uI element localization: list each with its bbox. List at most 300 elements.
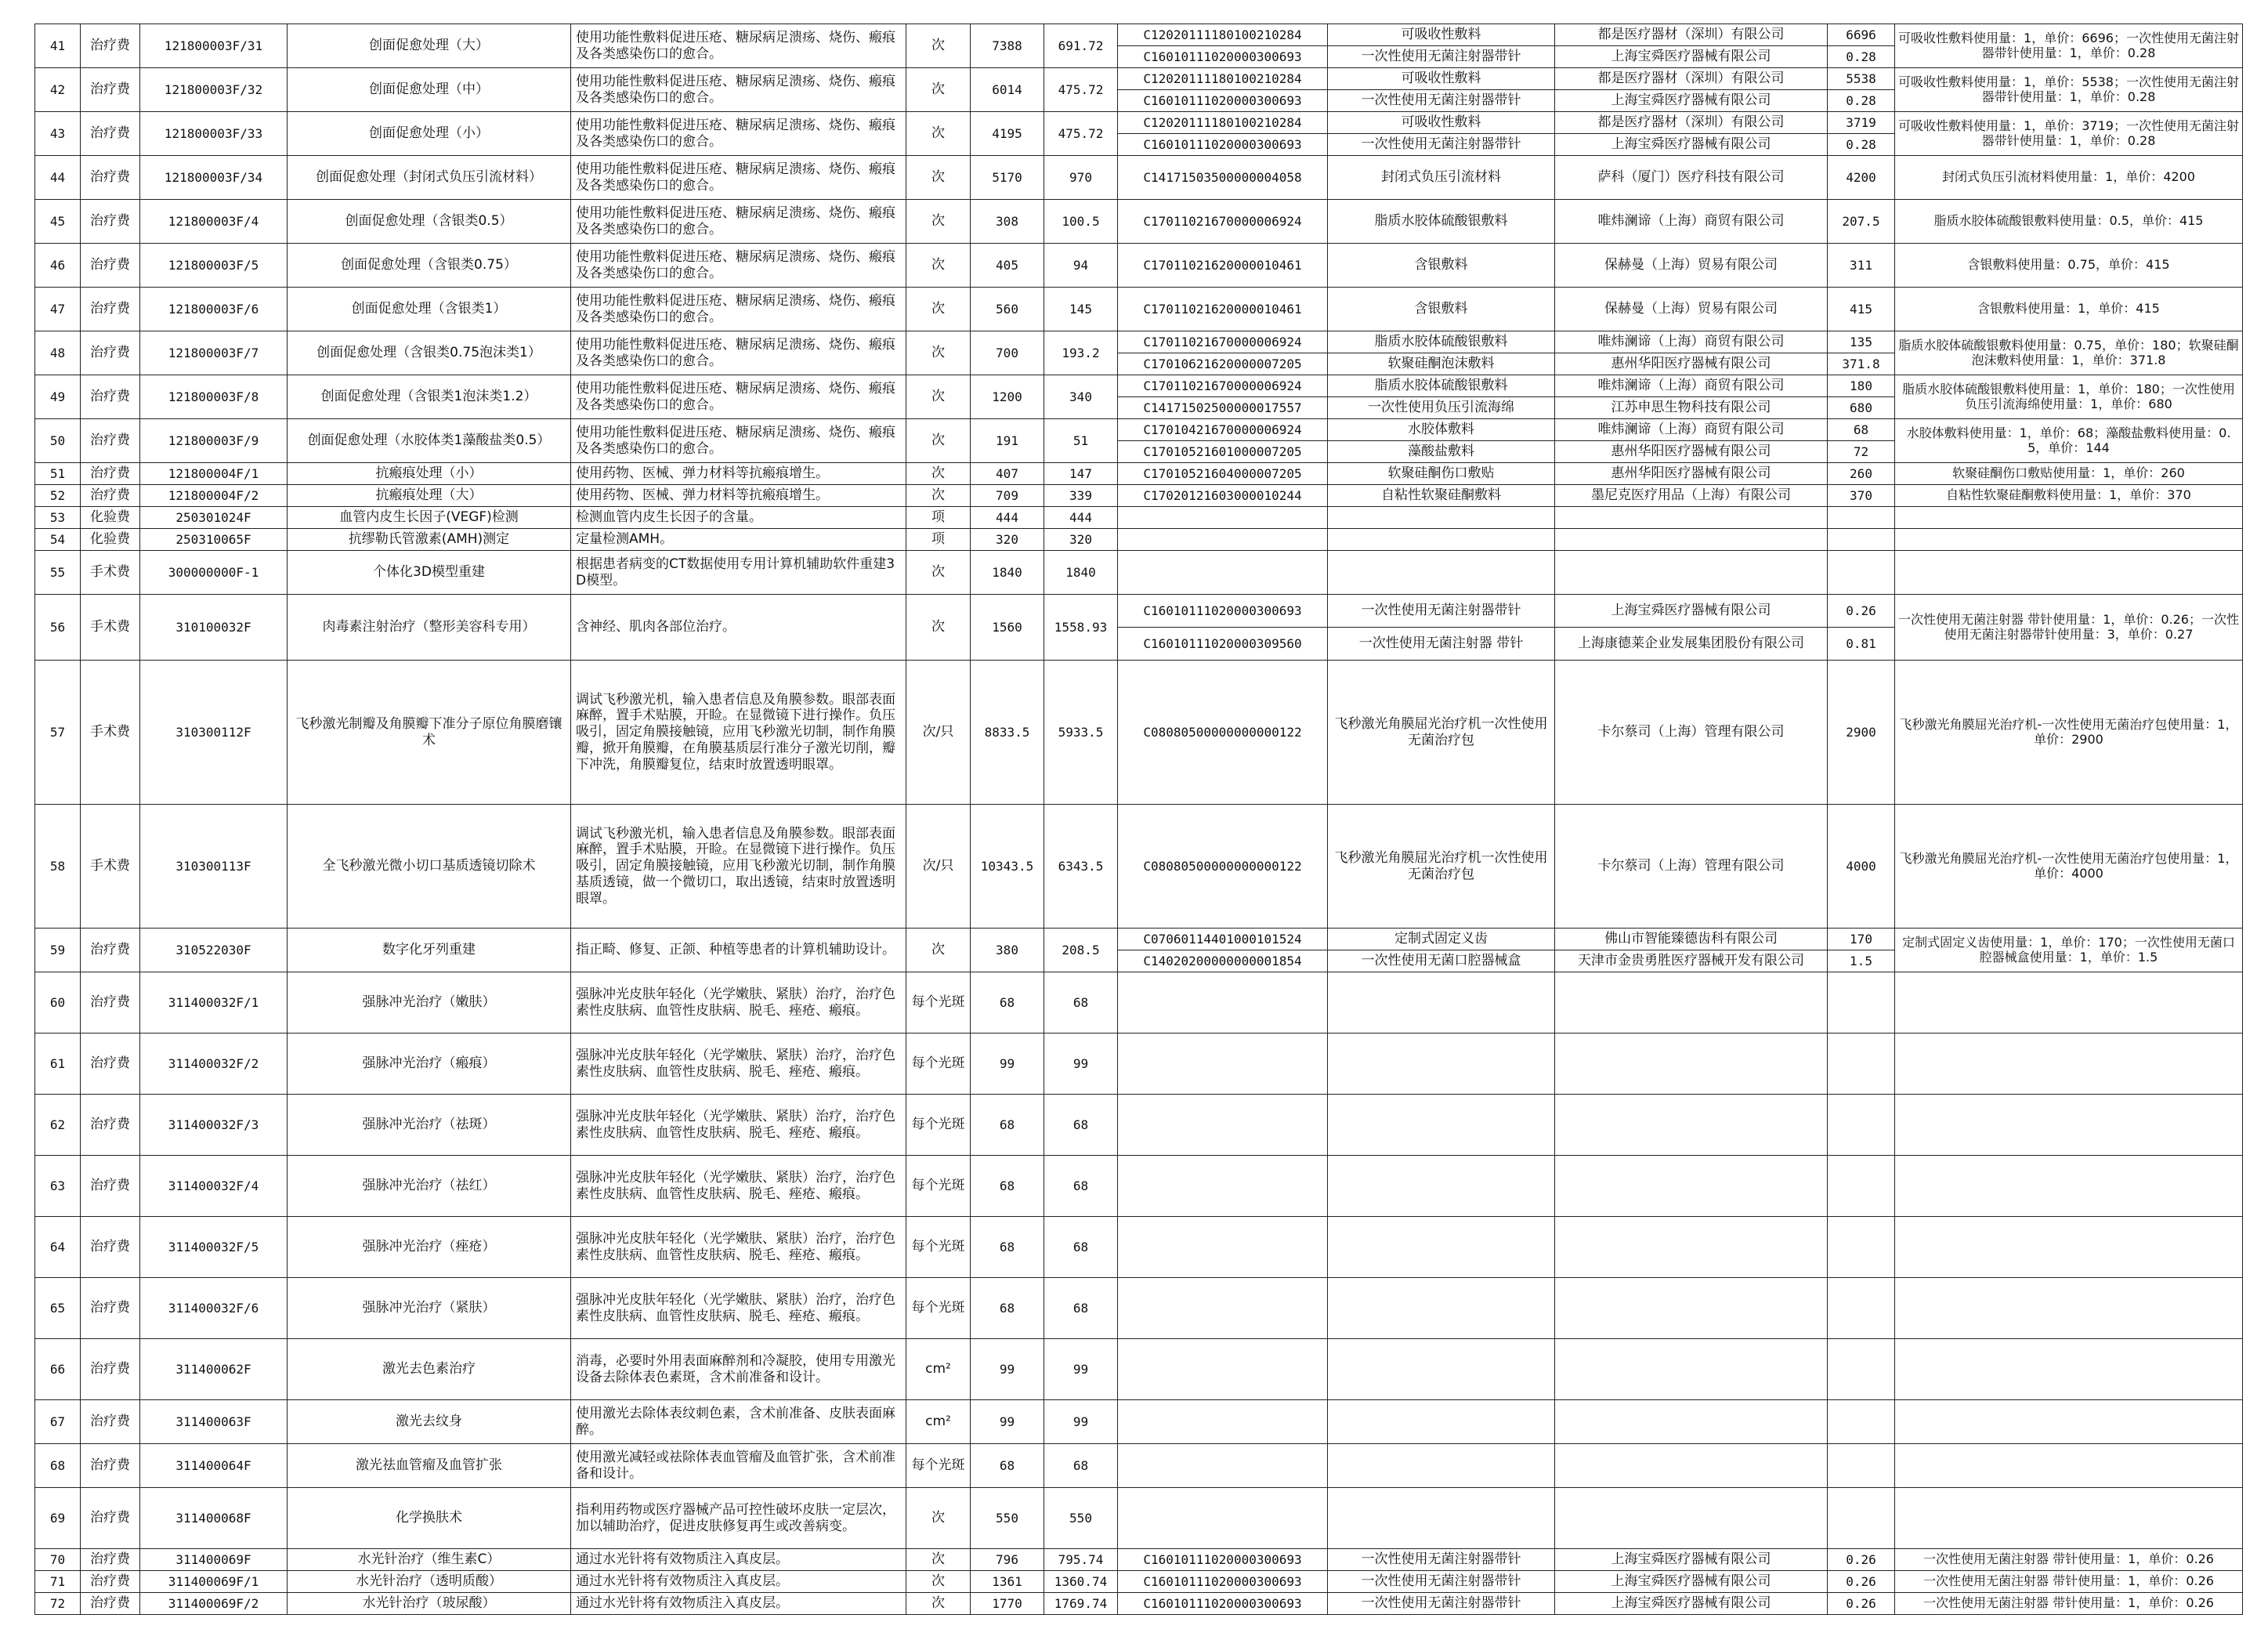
row-number: 41 (35, 24, 81, 68)
material-price: 370 (1828, 485, 1895, 507)
service-price: 193.2 (1044, 331, 1118, 375)
material-code (1118, 1156, 1328, 1217)
item-code: 311400063F (140, 1400, 288, 1444)
usage-note (1895, 1034, 2243, 1095)
material-price: 0.81 (1828, 628, 1895, 661)
manufacturer: 保赫曼（上海）贸易有限公司 (1555, 288, 1828, 331)
fee-category: 治疗费 (81, 375, 140, 419)
material-name: 一次性使用无菌注射器带针 (1328, 134, 1555, 156)
material-code: C17011021670000006924 (1118, 200, 1328, 244)
usage-note (1895, 1400, 2243, 1444)
item-name: 创面促愈处理（封闭式负压引流材料） (288, 156, 571, 200)
fee-category: 手术费 (81, 805, 140, 929)
material-price: 415 (1828, 288, 1895, 331)
item-name: 创面促愈处理（中） (288, 68, 571, 112)
service-price: 51 (1044, 419, 1118, 463)
material-price: 6696 (1828, 24, 1895, 46)
material-name: 脂质水胶体硫酸银敷料 (1328, 375, 1555, 397)
row-number: 66 (35, 1339, 81, 1400)
material-code: C16010111020000300693 (1118, 1549, 1328, 1571)
total-price: 407 (971, 463, 1044, 485)
manufacturer (1555, 972, 1828, 1034)
item-name: 强脉冲光治疗（祛红） (288, 1156, 571, 1217)
material-name: 定制式固定义齿 (1328, 929, 1555, 950)
row-number: 55 (35, 551, 81, 595)
service-price: 68 (1044, 1217, 1118, 1278)
service-price: 444 (1044, 507, 1118, 529)
item-description: 使用功能性敷料促进压疮、糖尿病足溃疡、烧伤、瘢痕及各类感染伤口的愈合。 (571, 244, 906, 288)
material-code: C14020200000000001854 (1118, 950, 1328, 972)
fee-category: 治疗费 (81, 1095, 140, 1156)
manufacturer (1555, 1488, 1828, 1549)
usage-note (1895, 1488, 2243, 1549)
material-price: 5538 (1828, 68, 1895, 90)
item-name: 创面促愈处理（含银类0.75） (288, 244, 571, 288)
material-code: C17010521601000007205 (1118, 441, 1328, 463)
usage-note: 脂质水胶体硫酸银敷料使用量：1，单价：180；一次性使用负压引流海绵使用量：1，单价：680 (1895, 375, 2243, 419)
material-code: C17010521604000007205 (1118, 463, 1328, 485)
fee-category: 手术费 (81, 595, 140, 661)
table-row (35, 661, 2243, 805)
pricing-unit: 每个光斑 (906, 972, 971, 1034)
total-price: 99 (971, 1339, 1044, 1400)
row-number: 56 (35, 595, 81, 661)
item-name: 化学换肤术 (288, 1488, 571, 1549)
total-price: 1560 (971, 595, 1044, 661)
row-number: 50 (35, 419, 81, 463)
row-number: 53 (35, 507, 81, 529)
row-number: 63 (35, 1156, 81, 1217)
item-name: 创面促愈处理（含银类1泡沫类1.2） (288, 375, 571, 419)
pricing-unit: cm² (906, 1339, 971, 1400)
total-price: 380 (971, 929, 1044, 972)
usage-note (1895, 1095, 2243, 1156)
material-name: 飞秒激光角膜屈光治疗机一次性使用无菌治疗包 (1328, 661, 1555, 805)
material-code: C12020111180100210284 (1118, 24, 1328, 46)
item-name: 创面促愈处理（含银类0.75泡沫类1） (288, 331, 571, 375)
row-number: 60 (35, 972, 81, 1034)
fee-category: 化验费 (81, 529, 140, 551)
material-price: 3719 (1828, 112, 1895, 134)
item-description: 使用功能性敷料促进压疮、糖尿病足溃疡、烧伤、瘢痕及各类感染伤口的愈合。 (571, 419, 906, 463)
material-name: 自粘性软聚硅酮敷料 (1328, 485, 1555, 507)
pricing-unit: 次 (906, 1571, 971, 1593)
item-name: 血管内皮生长因子(VEGF)检测 (288, 507, 571, 529)
item-code: 121800003F/31 (140, 24, 288, 68)
pricing-unit: 次 (906, 68, 971, 112)
service-price: 1360.74 (1044, 1571, 1118, 1593)
item-code: 121800003F/5 (140, 244, 288, 288)
item-code: 311400069F/1 (140, 1571, 288, 1593)
table-row (35, 1444, 2243, 1488)
pricing-unit: 次 (906, 112, 971, 156)
total-price: 68 (971, 1444, 1044, 1488)
fee-category: 治疗费 (81, 485, 140, 507)
item-code: 250310065F (140, 529, 288, 551)
material-code (1118, 1278, 1328, 1339)
manufacturer: 惠州华阳医疗器械有限公司 (1555, 463, 1828, 485)
manufacturer (1555, 1095, 1828, 1156)
item-name: 飞秒激光制瓣及角膜瓣下准分子原位角膜磨镶术 (288, 661, 571, 805)
total-price: 1361 (971, 1571, 1044, 1593)
usage-note: 一次性使用无菌注射器 带针使用量：1，单价：0.26；一次性使用无菌注射器带针使用量：3，单价：0.27 (1895, 595, 2243, 661)
manufacturer (1555, 507, 1828, 529)
pricing-unit: 每个光斑 (906, 1034, 971, 1095)
item-code: 311400069F/2 (140, 1593, 288, 1615)
total-price: 560 (971, 288, 1044, 331)
usage-note: 飞秒激光角膜屈光治疗机-一次性使用无菌治疗包使用量：1，单价：4000 (1895, 805, 2243, 929)
material-name: 一次性使用无菌口腔器械盒 (1328, 950, 1555, 972)
material-price: 0.26 (1828, 1549, 1895, 1571)
material-name (1328, 1156, 1555, 1217)
total-price: 68 (971, 1095, 1044, 1156)
fee-category: 化验费 (81, 507, 140, 529)
row-number: 65 (35, 1278, 81, 1339)
pricing-unit: 每个光斑 (906, 1095, 971, 1156)
usage-note (1895, 1217, 2243, 1278)
material-price: 170 (1828, 929, 1895, 950)
item-name: 激光祛血管瘤及血管扩张 (288, 1444, 571, 1488)
material-price (1828, 1095, 1895, 1156)
item-description: 通过水光针将有效物质注入真皮层。 (571, 1593, 906, 1615)
item-name: 激光去纹身 (288, 1400, 571, 1444)
material-code: C16010111020000309560 (1118, 628, 1328, 661)
material-name (1328, 1400, 1555, 1444)
total-price: 796 (971, 1549, 1044, 1571)
pricing-unit: 次 (906, 1593, 971, 1615)
row-number: 57 (35, 661, 81, 805)
fee-category: 治疗费 (81, 1549, 140, 1571)
pricing-unit: 项 (906, 529, 971, 551)
material-code: C16010111020000300693 (1118, 1571, 1328, 1593)
usage-note (1895, 507, 2243, 529)
service-price: 147 (1044, 463, 1118, 485)
material-name (1328, 1217, 1555, 1278)
material-price: 0.26 (1828, 1571, 1895, 1593)
item-code: 310300113F (140, 805, 288, 929)
table-row (35, 112, 2243, 134)
item-description: 强脉冲光皮肤年轻化（光学嫩肤、紧肤）治疗，治疗色素性皮肤病、血管性皮肤病、脱毛、痤疮、瘢痕。 (571, 1034, 906, 1095)
manufacturer: 上海宝舜医疗器械有限公司 (1555, 134, 1828, 156)
material-code: C07060114401000101524 (1118, 929, 1328, 950)
item-description: 通过水光针将有效物质注入真皮层。 (571, 1571, 906, 1593)
material-code: C08080500000000000122 (1118, 805, 1328, 929)
item-description: 调试飞秒激光机，输入患者信息及角膜参数。眼部表面麻醉，置手术贴膜，开睑。在显微镜下进行操作。负压吸引，固定角膜接触镜，应用飞秒激光切制，制作角膜基质透镜，做一个微切口，取出透镜，结束时放置透明眼罩。 (571, 805, 906, 929)
material-price: 207.5 (1828, 200, 1895, 244)
material-price: 311 (1828, 244, 1895, 288)
manufacturer: 上海宝舜医疗器械有限公司 (1555, 595, 1828, 628)
item-description: 调试飞秒激光机，输入患者信息及角膜参数。眼部表面麻醉，置手术贴膜，开睑。在显微镜下进行操作。负压吸引，固定角膜接触镜，应用飞秒激光切制，制作角膜瓣，掀开角膜瓣，在角膜基质层行准分子激光切削，瓣下冲洗，角膜瓣复位，结束时放置透明眼罩。 (571, 661, 906, 805)
table-row (35, 595, 2243, 628)
item-name: 肉毒素注射治疗（整形美容科专用） (288, 595, 571, 661)
item-name: 创面促愈处理（含银类0.5） (288, 200, 571, 244)
total-price: 8833.5 (971, 661, 1044, 805)
manufacturer: 墨尼克医疗用品（上海）有限公司 (1555, 485, 1828, 507)
item-name: 创面促愈处理（含银类1） (288, 288, 571, 331)
pricing-unit: 次 (906, 463, 971, 485)
item-code: 121800004F/1 (140, 463, 288, 485)
manufacturer (1555, 1339, 1828, 1400)
manufacturer: 卡尔蔡司（上海）管理有限公司 (1555, 805, 1828, 929)
material-name: 含银敷料 (1328, 288, 1555, 331)
table-row (35, 1278, 2243, 1339)
manufacturer: 唯炜澜谛（上海）商贸有限公司 (1555, 419, 1828, 441)
material-price (1828, 1156, 1895, 1217)
material-name: 一次性使用无菌注射器带针 (1328, 1593, 1555, 1615)
row-number: 48 (35, 331, 81, 375)
item-code: 311400062F (140, 1339, 288, 1400)
material-price (1828, 1488, 1895, 1549)
table-row (35, 68, 2243, 90)
fee-category: 治疗费 (81, 1156, 140, 1217)
item-description: 强脉冲光皮肤年轻化（光学嫩肤、紧肤）治疗，治疗色素性皮肤病、血管性皮肤病、脱毛、痤疮、瘢痕。 (571, 1095, 906, 1156)
fee-category: 手术费 (81, 551, 140, 595)
table-row (35, 331, 2243, 353)
service-price: 340 (1044, 375, 1118, 419)
usage-note: 脂质水胶体硫酸银敷料使用量：0.75，单价：180；软聚硅酮泡沫敷料使用量：1，单价：371.8 (1895, 331, 2243, 375)
material-code: C14171503500000004058 (1118, 156, 1328, 200)
item-name: 创面促愈处理（小） (288, 112, 571, 156)
fee-category: 治疗费 (81, 1278, 140, 1339)
fee-category: 治疗费 (81, 1571, 140, 1593)
material-code (1118, 551, 1328, 595)
manufacturer: 佛山市智能臻德齿科有限公司 (1555, 929, 1828, 950)
item-description: 通过水光针将有效物质注入真皮层。 (571, 1549, 906, 1571)
item-description: 含神经、肌肉各部位治疗。 (571, 595, 906, 661)
table-row (35, 200, 2243, 244)
item-description: 使用功能性敷料促进压疮、糖尿病足溃疡、烧伤、瘢痕及各类感染伤口的愈合。 (571, 200, 906, 244)
pricing-unit: 次 (906, 551, 971, 595)
total-price: 5170 (971, 156, 1044, 200)
item-name: 水光针治疗（玻尿酸） (288, 1593, 571, 1615)
item-description: 定量检测AMH。 (571, 529, 906, 551)
item-description: 使用激光减轻或祛除体表血管瘤及血管扩张，含术前准备和设计。 (571, 1444, 906, 1488)
material-price (1828, 529, 1895, 551)
material-price (1828, 1217, 1895, 1278)
table-row (35, 419, 2243, 441)
usage-note (1895, 1339, 2243, 1400)
material-price: 4000 (1828, 805, 1895, 929)
manufacturer: 上海宝舜医疗器械有限公司 (1555, 90, 1828, 112)
material-price: 68 (1828, 419, 1895, 441)
item-name: 强脉冲光治疗（嫩肤） (288, 972, 571, 1034)
material-code (1118, 1095, 1328, 1156)
manufacturer (1555, 1217, 1828, 1278)
material-code: C17011021620000010461 (1118, 244, 1328, 288)
pricing-unit: 次 (906, 929, 971, 972)
item-code: 300000000F-1 (140, 551, 288, 595)
material-name: 一次性使用无菌注射器带针 (1328, 46, 1555, 68)
material-price: 0.28 (1828, 46, 1895, 68)
material-name: 软聚硅酮泡沫敷料 (1328, 353, 1555, 375)
material-price: 4200 (1828, 156, 1895, 200)
pricing-unit: 每个光斑 (906, 1278, 971, 1339)
material-name: 一次性使用无菌注射器带针 (1328, 90, 1555, 112)
table-row (35, 972, 2243, 1034)
service-price: 68 (1044, 1444, 1118, 1488)
item-name: 强脉冲光治疗（祛斑） (288, 1095, 571, 1156)
material-name: 封闭式负压引流材料 (1328, 156, 1555, 200)
item-name: 强脉冲光治疗（瘢痕） (288, 1034, 571, 1095)
pricing-unit: 项 (906, 507, 971, 529)
material-name (1328, 1278, 1555, 1339)
material-code: C17010421670000006924 (1118, 419, 1328, 441)
material-name (1328, 1488, 1555, 1549)
item-description: 检测血管内皮生长因子的含量。 (571, 507, 906, 529)
pricing-unit: 次/只 (906, 805, 971, 929)
pricing-unit: cm² (906, 1400, 971, 1444)
item-code: 121800003F/9 (140, 419, 288, 463)
item-description: 使用功能性敷料促进压疮、糖尿病足溃疡、烧伤、瘢痕及各类感染伤口的愈合。 (571, 156, 906, 200)
usage-note: 可吸收性敷料使用量：1，单价：6696；一次性使用无菌注射器带针使用量：1，单价：0.28 (1895, 24, 2243, 68)
row-number: 49 (35, 375, 81, 419)
manufacturer (1555, 529, 1828, 551)
manufacturer: 唯炜澜谛（上海）商贸有限公司 (1555, 331, 1828, 353)
item-code: 121800003F/8 (140, 375, 288, 419)
service-price: 99 (1044, 1034, 1118, 1095)
fee-category: 治疗费 (81, 1400, 140, 1444)
pricing-unit: 每个光斑 (906, 1156, 971, 1217)
usage-note: 含银敷料使用量：0.75，单价：415 (1895, 244, 2243, 288)
usage-note (1895, 1444, 2243, 1488)
fee-category: 治疗费 (81, 1339, 140, 1400)
manufacturer: 上海宝舜医疗器械有限公司 (1555, 1549, 1828, 1571)
total-price: 68 (971, 972, 1044, 1034)
material-code: C16010111020000300693 (1118, 595, 1328, 628)
row-number: 45 (35, 200, 81, 244)
pricing-unit: 次 (906, 244, 971, 288)
pricing-unit: 次/只 (906, 661, 971, 805)
material-code (1118, 1488, 1328, 1549)
usage-note: 一次性使用无菌注射器 带针使用量：1，单价：0.26 (1895, 1593, 2243, 1615)
material-name: 可吸收性敷料 (1328, 112, 1555, 134)
price-table (34, 24, 2243, 1615)
usage-note: 飞秒激光角膜屈光治疗机-一次性使用无菌治疗包使用量：1，单价：2900 (1895, 661, 2243, 805)
material-name (1328, 551, 1555, 595)
pricing-unit: 次 (906, 595, 971, 661)
material-price: 680 (1828, 397, 1895, 419)
item-code: 121800003F/7 (140, 331, 288, 375)
table-row (35, 507, 2243, 529)
row-number: 54 (35, 529, 81, 551)
row-number: 62 (35, 1095, 81, 1156)
price-list-sheet (34, 24, 2242, 1615)
pricing-unit: 次 (906, 156, 971, 200)
service-price: 68 (1044, 1156, 1118, 1217)
row-number: 69 (35, 1488, 81, 1549)
row-number: 52 (35, 485, 81, 507)
item-description: 使用功能性敷料促进压疮、糖尿病足溃疡、烧伤、瘢痕及各类感染伤口的愈合。 (571, 68, 906, 112)
manufacturer: 保赫曼（上海）贸易有限公司 (1555, 244, 1828, 288)
row-number: 47 (35, 288, 81, 331)
material-name: 一次性使用无菌注射器 带针 (1328, 628, 1555, 661)
item-description: 使用功能性敷料促进压疮、糖尿病足溃疡、烧伤、瘢痕及各类感染伤口的愈合。 (571, 331, 906, 375)
table-row (35, 1156, 2243, 1217)
manufacturer (1555, 551, 1828, 595)
pricing-unit: 次 (906, 485, 971, 507)
item-code: 311400069F (140, 1549, 288, 1571)
usage-note (1895, 529, 2243, 551)
item-code: 121800003F/34 (140, 156, 288, 200)
material-code: C12020111180100210284 (1118, 68, 1328, 90)
material-code (1118, 1339, 1328, 1400)
material-code: C17011021670000006924 (1118, 331, 1328, 353)
item-description: 根据患者病变的CT数据使用专用计算机辅助软件重建3D模型。 (571, 551, 906, 595)
material-code: C17011021670000006924 (1118, 375, 1328, 397)
material-name: 可吸收性敷料 (1328, 24, 1555, 46)
material-code: C14171502500000017557 (1118, 397, 1328, 419)
item-description: 使用功能性敷料促进压疮、糖尿病足溃疡、烧伤、瘢痕及各类感染伤口的愈合。 (571, 24, 906, 68)
item-code: 311400032F/4 (140, 1156, 288, 1217)
pricing-unit: 每个光斑 (906, 1444, 971, 1488)
manufacturer: 唯炜澜谛（上海）商贸有限公司 (1555, 375, 1828, 397)
item-code: 311400032F/2 (140, 1034, 288, 1095)
item-code: 121800004F/2 (140, 485, 288, 507)
price-table-body (35, 24, 2243, 1615)
table-row (35, 1034, 2243, 1095)
service-price: 208.5 (1044, 929, 1118, 972)
table-row (35, 485, 2243, 507)
material-name (1328, 972, 1555, 1034)
usage-note: 软聚硅酮伤口敷贴使用量：1，单价：260 (1895, 463, 2243, 485)
manufacturer: 惠州华阳医疗器械有限公司 (1555, 441, 1828, 463)
item-code: 310100032F (140, 595, 288, 661)
usage-note: 封闭式负压引流材料使用量：1，单价：4200 (1895, 156, 2243, 200)
material-name: 一次性使用负压引流海绵 (1328, 397, 1555, 419)
pricing-unit: 次 (906, 24, 971, 68)
row-number: 68 (35, 1444, 81, 1488)
material-code: C12020111180100210284 (1118, 112, 1328, 134)
item-code: 311400064F (140, 1444, 288, 1488)
item-code: 310300112F (140, 661, 288, 805)
material-code: C16010111020000300693 (1118, 1593, 1328, 1615)
material-price (1828, 1339, 1895, 1400)
pricing-unit: 次 (906, 1549, 971, 1571)
item-name: 抗瘢痕处理（小） (288, 463, 571, 485)
item-description: 使用药物、医械、弹力材料等抗瘢痕增生。 (571, 463, 906, 485)
table-row (35, 244, 2243, 288)
material-code (1118, 529, 1328, 551)
row-number: 58 (35, 805, 81, 929)
manufacturer: 天津市金贵勇胜医疗器械开发有限公司 (1555, 950, 1828, 972)
manufacturer (1555, 1400, 1828, 1444)
item-code: 310522030F (140, 929, 288, 972)
item-name: 抗缪勒氏管激素(AMH)测定 (288, 529, 571, 551)
material-price: 371.8 (1828, 353, 1895, 375)
manufacturer: 江苏申思生物科技有限公司 (1555, 397, 1828, 419)
table-row (35, 529, 2243, 551)
material-price: 72 (1828, 441, 1895, 463)
usage-note: 脂质水胶体硫酸银敷料使用量：0.5，单价：415 (1895, 200, 2243, 244)
material-price: 0.28 (1828, 90, 1895, 112)
manufacturer (1555, 1156, 1828, 1217)
item-code: 250301024F (140, 507, 288, 529)
fee-category: 治疗费 (81, 156, 140, 200)
fee-category: 治疗费 (81, 1444, 140, 1488)
total-price: 6014 (971, 68, 1044, 112)
item-description: 消毒，必要时外用表面麻醉剂和冷凝胶，使用专用激光设备去除体表色素斑，含术前准备和设计。 (571, 1339, 906, 1400)
service-price: 475.72 (1044, 68, 1118, 112)
service-price: 68 (1044, 1095, 1118, 1156)
manufacturer: 上海康德莱企业发展集团股份有限公司 (1555, 628, 1828, 661)
service-price: 795.74 (1044, 1549, 1118, 1571)
total-price: 10343.5 (971, 805, 1044, 929)
fee-category: 治疗费 (81, 419, 140, 463)
material-code: C17020121603000010244 (1118, 485, 1328, 507)
total-price: 709 (971, 485, 1044, 507)
item-description: 使用功能性敷料促进压疮、糖尿病足溃疡、烧伤、瘢痕及各类感染伤口的愈合。 (571, 375, 906, 419)
row-number: 71 (35, 1571, 81, 1593)
